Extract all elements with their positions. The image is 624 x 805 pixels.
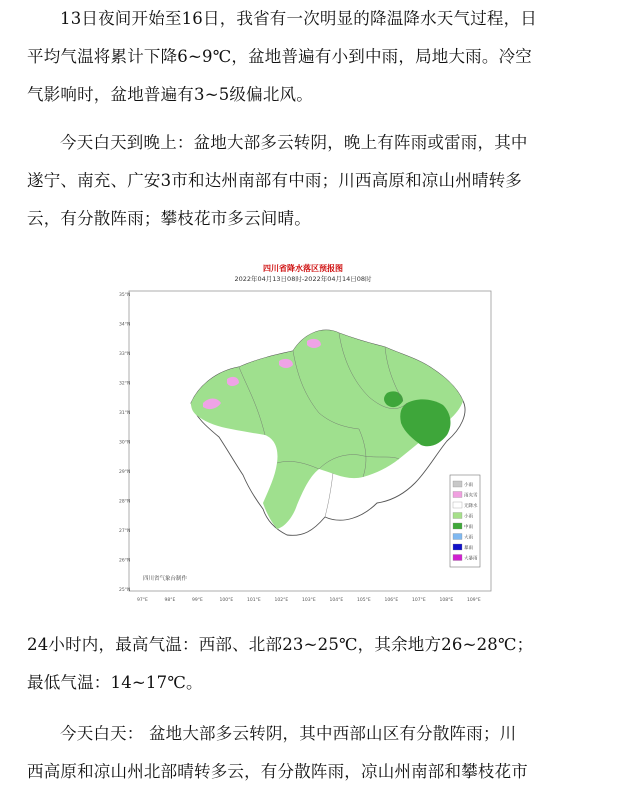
- latitude-label: 28°N: [119, 499, 131, 505]
- text-line: 13日夜间开始至16日，我省有一次明显的降温降水天气过程，日: [60, 9, 537, 28]
- map-subtitle: 2022年04月13日08时-2022年04月14日08时: [234, 275, 372, 283]
- legend-label: 小雨: [464, 514, 473, 520]
- longitude-label: 105°E: [357, 598, 371, 603]
- legend-label: 小雨: [464, 483, 473, 488]
- legend-swatch: [453, 555, 462, 561]
- longitude-label: 109°E: [467, 598, 481, 603]
- precipitation-forecast-map: [107, 263, 499, 605]
- legend-swatch: [453, 544, 462, 550]
- legend-label: 暴雨: [464, 546, 473, 551]
- longitude-label: 108°E: [439, 598, 454, 603]
- text-line: 今天白天： 盆地大部多云转阴，其中西部山区有分散阵雨；川: [60, 724, 517, 743]
- paragraph-4: [27, 715, 607, 791]
- longitude-labels: [137, 597, 481, 603]
- longitude-label: 100°E: [219, 598, 234, 603]
- text-line: 遂宁、南充、广安3市和达州南部有中雨；川西高原和凉山州晴转多: [27, 171, 522, 190]
- legend-swatch: [453, 523, 462, 529]
- text-line: 今天白天到晚上：盆地大部多云转阴，晚上有阵雨或雷雨，其中: [60, 133, 528, 152]
- longitude-label: 104°E: [329, 598, 344, 603]
- legend-swatch: [453, 513, 462, 519]
- legend-label: 中雨: [464, 525, 473, 530]
- text-line: 西高原和凉山州北部晴转多云，有分散阵雨，凉山州南部和攀枝花市: [27, 762, 528, 781]
- latitude-label: 33°N: [119, 352, 131, 357]
- latitude-label: 29°N: [119, 470, 131, 475]
- legend-label: 雨夹雪: [464, 493, 478, 499]
- longitude-label: 107°E: [412, 598, 426, 603]
- latitude-label: 27°N: [119, 529, 131, 534]
- latitude-label: 31°N: [119, 411, 131, 416]
- latitude-label: 30°N: [119, 440, 131, 446]
- legend-swatch: [453, 481, 462, 487]
- latitude-label: 34°N: [119, 322, 131, 328]
- text-line: 最低气温：14~17℃。: [27, 673, 203, 692]
- paragraph-3: [27, 626, 607, 702]
- paragraph-2: [27, 124, 607, 238]
- latitude-label: 26°N: [119, 558, 131, 564]
- map-credit: 四川省气象台制作: [143, 576, 188, 582]
- latitude-label: 35°N: [119, 293, 131, 298]
- longitude-label: 99°E: [192, 598, 203, 603]
- paragraph-1: [27, 0, 607, 114]
- latitude-label: 25°N: [119, 588, 131, 593]
- legend-swatch: [453, 502, 462, 508]
- legend-label: 无降水: [464, 504, 478, 509]
- text-line: 气影响时，盆地普遍有3~5级偏北风。: [27, 85, 313, 104]
- legend-label: 大雨: [464, 535, 473, 541]
- longitude-label: 101°E: [247, 598, 261, 603]
- legend-swatch: [453, 492, 462, 498]
- text-line: 平均气温将累计下降6~9℃，盆地普遍有小到中雨，局地大雨。冷空: [27, 47, 532, 66]
- map-title: 四川省降水落区预报图: [263, 264, 343, 273]
- map-graphic: [107, 263, 499, 605]
- longitude-label: 98°E: [164, 598, 176, 603]
- longitude-label: 106°E: [384, 598, 399, 603]
- map-legend: [450, 475, 480, 567]
- text-line: 24小时内，最高气温：西部、北部23~25℃，其余地方26~28℃；: [27, 635, 534, 654]
- longitude-label: 97°E: [137, 598, 148, 603]
- legend-label: 大暴雨: [464, 556, 478, 562]
- longitude-label: 102°E: [274, 598, 289, 603]
- text-line: 云，有分散阵雨；攀枝花市多云间晴。: [27, 209, 311, 228]
- latitude-label: 32°N: [119, 381, 131, 387]
- longitude-label: 103°E: [302, 598, 316, 603]
- legend-swatch: [453, 534, 462, 540]
